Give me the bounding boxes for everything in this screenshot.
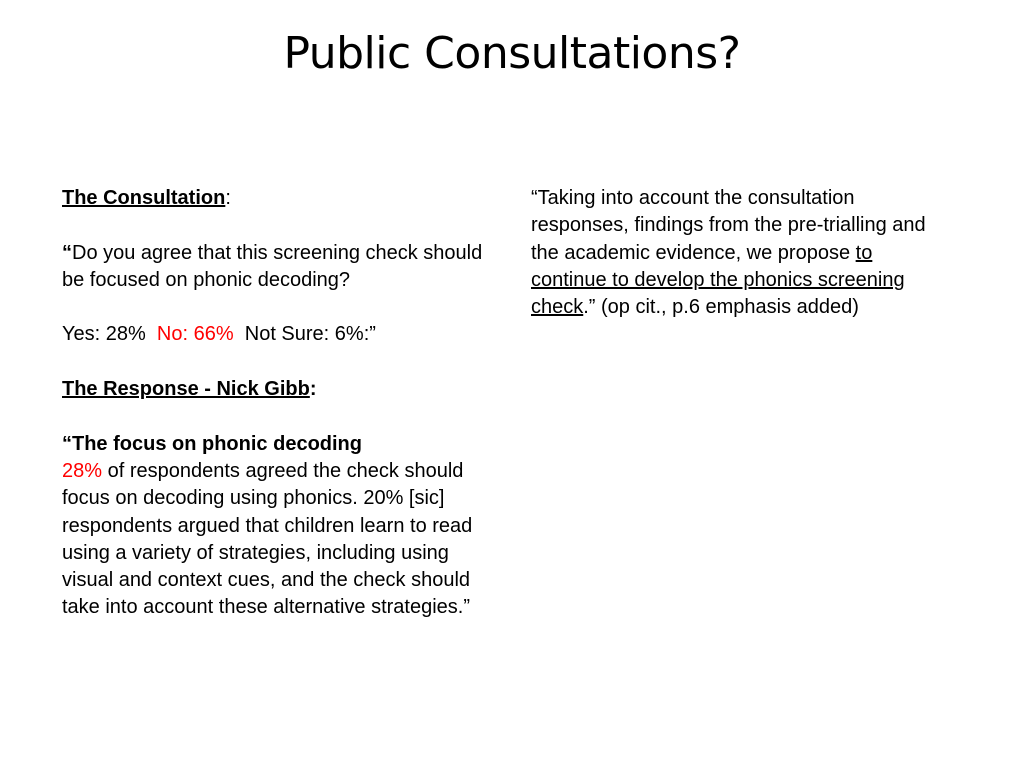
consultation-heading: The Consultation (62, 187, 226, 209)
quote-emphasis: to continue to develop the phonics screening check (531, 241, 905, 319)
response-heading-colon: : (309, 378, 317, 401)
spacer (62, 349, 502, 376)
focus-percentage: 28% (62, 459, 103, 482)
result-yes: Yes: 28% (62, 323, 146, 346)
response-heading: The Response - Nick Gibb (62, 378, 310, 401)
focus-paragraph (62, 458, 502, 622)
consultation-heading-colon: : (225, 187, 231, 209)
left-column (62, 185, 502, 622)
response-heading-line (62, 376, 502, 403)
spacer (62, 403, 502, 430)
spacer (62, 294, 502, 321)
quote-start: “Taking into account the consultation responses, findings from the pre-trialling and the academic evidence, we propose (531, 187, 926, 264)
slide-title: Public Consultations? (283, 28, 741, 79)
question-open-quote: “ (62, 241, 72, 264)
result-no: No: 66% (156, 323, 234, 346)
consultation-results (62, 321, 502, 348)
spacer (62, 212, 502, 239)
focus-heading: “The focus on phonic decoding (62, 432, 362, 455)
policy-quote (531, 185, 951, 321)
quote-end: .” (op cit., p.6 emphasis added) (583, 296, 859, 319)
consultation-question (62, 240, 502, 295)
result-not-sure: Not Sure: 6%:” (244, 323, 376, 346)
focus-text: of respondents agreed the check should focus on decoding using phonics. 20% [sic] respondents argued that children learn to read using a variety of strategies, including using visual and context cues, and the check should take into account these alternative strategies.” (62, 459, 473, 619)
consultation-heading-line (62, 185, 502, 212)
right-column (531, 185, 951, 321)
question-text: Do you agree that this screening check should be focused on phonic decoding? (62, 241, 483, 291)
